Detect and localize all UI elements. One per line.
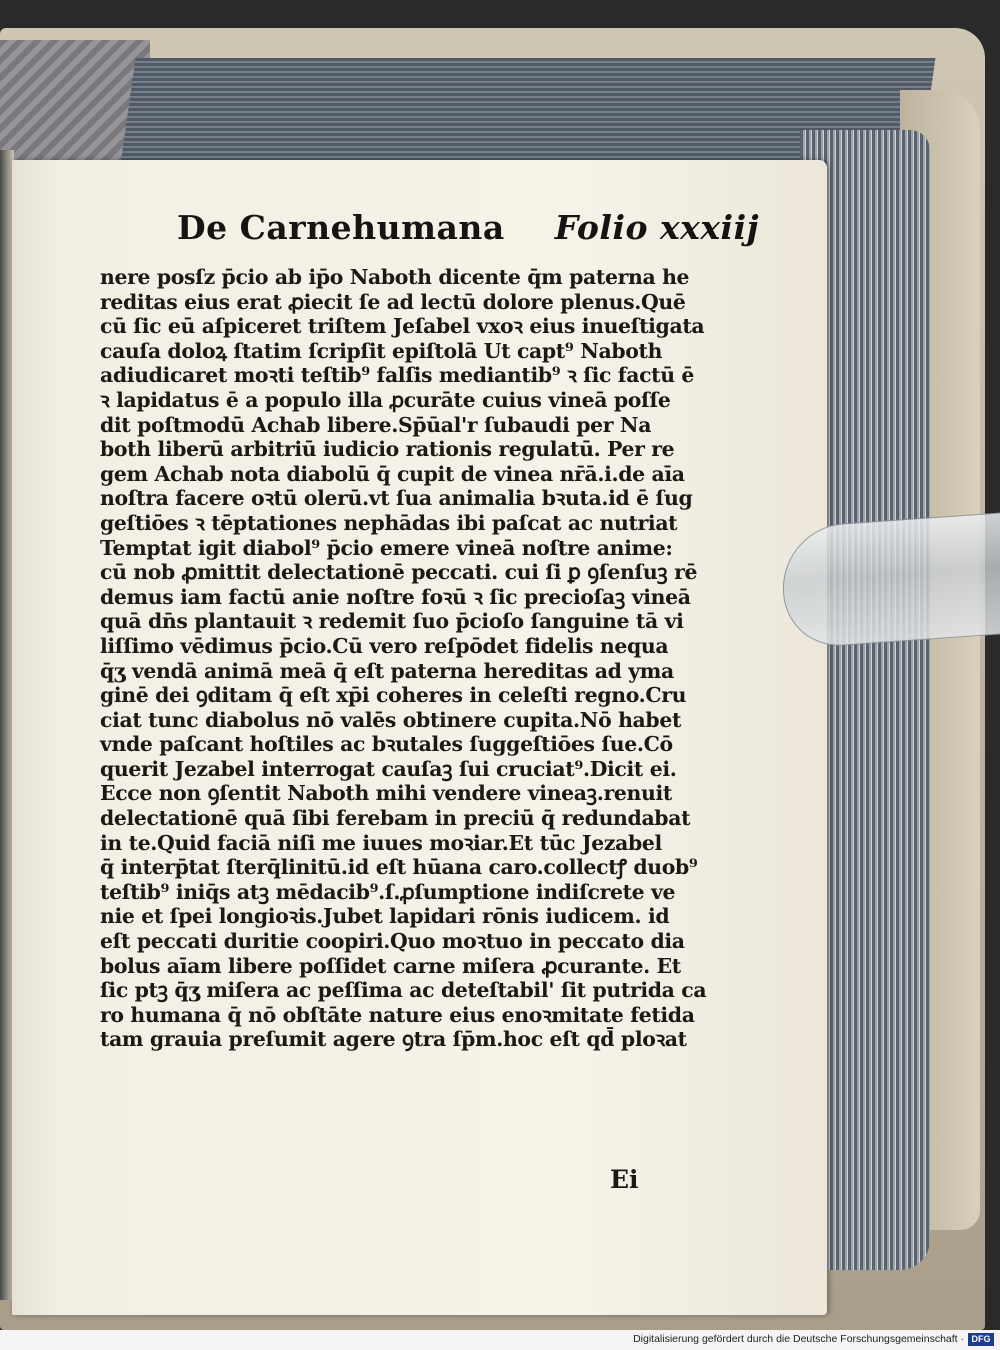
text-line: quā dn̄s plantauit ꝛ redemit ſuo p̄cioſo ſanguine tā vi (100, 609, 684, 634)
text-line: geſtiōes ꝛ tēptationes nephādas ibi paſcat ac nutriat (100, 510, 678, 535)
text-line: nere posſz p̄cio ab ip̄o Naboth dicente q̄m paterna he (100, 265, 690, 289)
text-line: both liberū arbitriū iudicio rationis regulatū. Per re (100, 437, 675, 462)
running-header (177, 208, 760, 258)
text-line: ginē dei ꝯditam q̄ eſt xp̄i coheres in celeſti regno.Cru (100, 683, 687, 708)
text-line: tam grauia preſumit agere ꝯtra ſp̄m.hoc eſt qd̄ ploꝛat (100, 1027, 687, 1052)
text-line: nie et ſpei longioꝛis.Jubet lapidari rōnis iudicem. id (100, 904, 670, 929)
text-line: cū nob ꝓmittit delectationē peccati. cui ſi ꝑ ꝯſenſuꝫ rē (100, 560, 698, 585)
text-line: cū ſic eū aſpiceret triſtem Jeſabel vxoꝛ eius inueſtigata (100, 314, 705, 339)
text-line: noſtra facere oꝛtū olerū.vt ſua animalia bꝛuta.id ē ſug (100, 486, 693, 511)
text-line: q̄ʒ vendā animā meā q̄ eſt paterna hereditas ad yma (100, 658, 674, 683)
running-title: De Carnehumana (177, 208, 505, 247)
text-line: adiudicaret moꝛti teſtib⁹ falſis mediantib⁹ ꝛ ſic factū ē (100, 363, 695, 388)
text-line: cauſa doloꝝ ſtatim ſcripſit epiſtolā Ut capt⁹ Naboth (100, 338, 663, 363)
text-line: Ecce non ꝯſentit Naboth mihi vendere vineaꝫ.renuit (100, 781, 672, 806)
folio-number: Folio xxxiij (554, 208, 760, 247)
text-line: delectationē quā ſibi ferebam in preciū q̄ redundabat (100, 806, 691, 831)
text-line: liſſimo vēdimus p̄cio.Cū vero reſpōdet fidelis nequa (100, 633, 669, 658)
text-line: eſt peccati duritie coopiri.Quo moꝛtuo in peccato dia (100, 929, 685, 954)
text-line: in te.Quid faciā niſi me iuues moꝛiar.Et tūc Jezabel (100, 830, 662, 855)
text-line: bolus aīam libere poſſidet carne miſera ꝓcurante. Et (100, 953, 681, 978)
text-line: querit Jezabel interrogat cauſaꝫ ſui cruciat⁹.Dicit ei. (100, 756, 677, 781)
text-line: Temptat igit diabol⁹ p̄cio emere vineā noſtre anime: (100, 535, 673, 560)
text-line: gem Achab nota diabolū q̄ cupit de vinea nr̄ā.i.de aīa (100, 461, 685, 486)
footer-bar (0, 1330, 1000, 1350)
dfg-logo: DFG (968, 1333, 994, 1346)
text-line: ro humana q̄ nō obſtāte nature eius enoꝛmitate fetida (100, 1002, 695, 1027)
text-line: q̄ interp̄tat ſterq̄linitū.id eſt hūana caro.collectꝭ duob⁹ (100, 855, 698, 880)
text-line: ciat tunc diabolus nō valēs obtinere cupita.Nō habet (100, 707, 682, 732)
text-block (100, 265, 730, 1052)
text-line: teſtib⁹ iniq̄s atꝫ mēdacib⁹.ſ.ꝓſumptione indiſcrete ve (100, 879, 676, 904)
printed-page (12, 160, 827, 1315)
catchword: Ei (610, 1165, 639, 1194)
text-line: ꝛ lapidatus ē a populo illa ꝓcurāte cuius vineā poſſe (100, 387, 671, 412)
text-line: vnde paſcant hoſtiles ac bꝛutales ſuggeſtiōes ſue.Cō (100, 732, 673, 757)
digitization-credit: Digitalisierung gefördert durch die Deutsche Forschungsgemeinschaft · (633, 1333, 964, 1345)
text-line: ſic ptꝫ q̄ʒ miſera ac peſſima ac deteſtabil' ſit putrida ca (100, 978, 707, 1003)
text-line: reditas eius erat ꝓiecit ſe ad lectū dolore plenus.Quē (100, 289, 686, 314)
page-holder-clamp (783, 512, 1000, 649)
text-line: dit poſtmodū Achab libere.Sp̄ūal'r ſubaudi per Na (100, 412, 652, 437)
text-line: demus iam factū anie noſtre foꝛū ꝛ ſic precioſaꝫ vineā (100, 584, 691, 609)
